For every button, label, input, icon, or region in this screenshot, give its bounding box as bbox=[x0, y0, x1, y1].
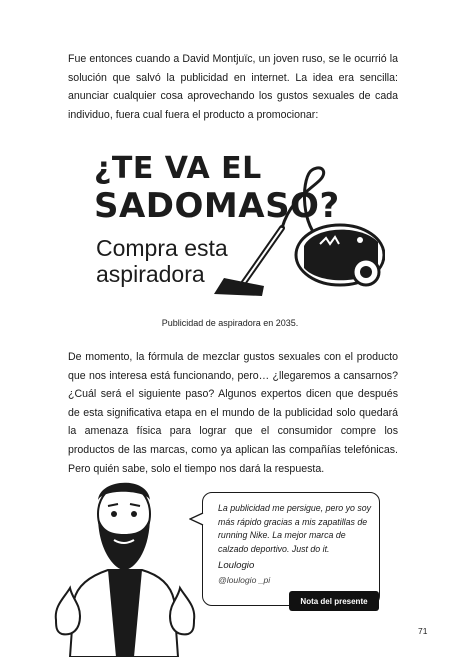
closing-paragraph: De momento, la fórmula de mezclar gustos sexuales con el producto que nos interesa está funcionando, pero… ¿llegaremos a cansarnos? ¿Cuál será el siguiente paso? Algunos expertos dicen que después de esta significativa etapa en el mundo de la publicidad solo quedará la amenaza física para lograr que el consumidor compre los productos de las marcas, como ya aplican las compañías telefónicas. Pero quién sabe, solo el tiempo nos dará la respuesta. bbox=[68, 351, 398, 475]
bubble-tail-icon bbox=[189, 512, 205, 526]
ad-subtitle-line-1: Compra esta bbox=[96, 235, 228, 261]
ad-title-line-2: SADOMASO? bbox=[94, 186, 340, 226]
page-number: 71 bbox=[418, 626, 428, 636]
bearded-man-illustration bbox=[50, 470, 200, 657]
ad-caption: Publicidad de aspiradora en 2035. bbox=[161, 318, 299, 328]
quote-handle: @loulogio _pi bbox=[218, 575, 271, 585]
quote-author: Loulogio bbox=[218, 560, 255, 571]
quote-text: La publicidad me persigue, pero yo soy más rápido gracias a mis zapatillas de running Nike. La mejor marca de calzado deportivo. Just do it. bbox=[218, 503, 372, 554]
ad-title-line-1: ¿TE VA EL bbox=[94, 151, 262, 186]
ad-subtitle-line-2: aspiradora bbox=[96, 261, 205, 287]
intro-paragraph: Fue entonces cuando a David Montjuïc, un joven ruso, se le ocurrió la solución que salvó la publicidad en internet. La idea era sencilla: anunciar cualquier cosa aprovechando los gustos sexuales de cada individuo, fuera cual fuera el producto a promocionar: bbox=[68, 53, 398, 121]
vacuum-cleaner-icon bbox=[210, 160, 385, 305]
note-badge: Nota del presente bbox=[289, 591, 379, 611]
